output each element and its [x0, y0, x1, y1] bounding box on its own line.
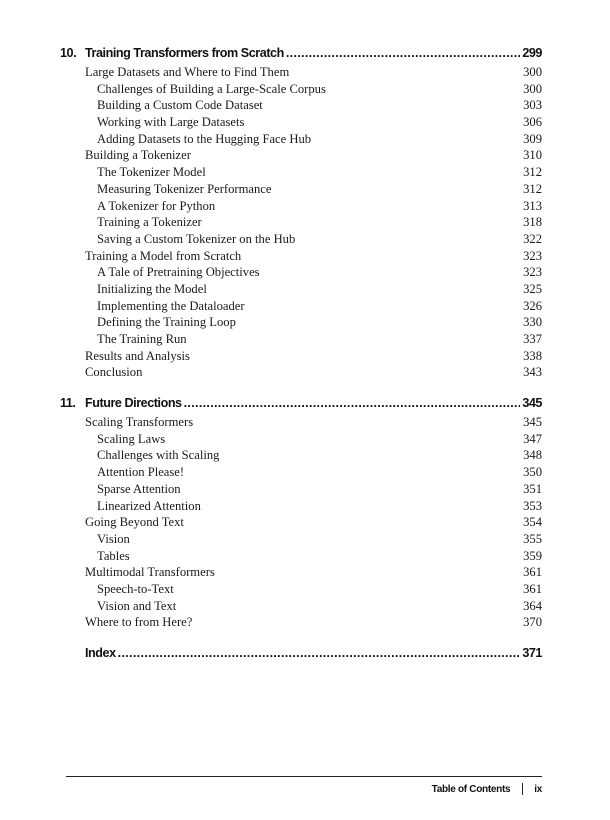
entry-page-number: 343	[523, 365, 542, 380]
entry-page-number: 318	[523, 215, 542, 230]
entry-page-number: 355	[523, 531, 542, 546]
entry-title: Results and Analysis	[85, 348, 190, 363]
section-gap	[60, 382, 542, 396]
page-footer	[432, 783, 542, 795]
entry-page-number: 353	[523, 498, 542, 513]
entry-page-number: 364	[523, 598, 542, 613]
entry-page-number: 337	[523, 332, 542, 346]
toc-subsection-entry[interactable]	[60, 132, 542, 149]
entry-page-number: 361	[523, 565, 542, 580]
index-heading[interactable]	[60, 646, 542, 665]
toc-section-entry[interactable]	[60, 615, 542, 632]
entry-title: Conclusion	[85, 365, 143, 380]
entry-page-number: 310	[523, 148, 542, 163]
toc-subsection-entry[interactable]	[60, 432, 542, 449]
entry-title: Defining the Training Loop	[97, 315, 236, 330]
entry-title: Attention Please!	[97, 465, 185, 480]
entry-title: Where to from Here?	[85, 615, 193, 630]
dot-leader	[286, 46, 520, 60]
entry-page-number: 312	[523, 165, 542, 180]
entry-title: Saving a Custom Tokenizer on the Hub	[97, 231, 296, 246]
toc-subsection-entry[interactable]	[60, 315, 542, 332]
toc-section-entry[interactable]	[60, 365, 542, 382]
index-title: Index	[85, 646, 116, 660]
chapter-page-number: 299	[522, 46, 542, 60]
toc-subsection-entry[interactable]	[60, 465, 542, 482]
entry-title: Building a Custom Code Dataset	[97, 98, 263, 113]
toc-subsection-entry[interactable]	[60, 332, 542, 349]
toc-subsection-entry[interactable]	[60, 182, 542, 199]
entry-page-number: 325	[523, 281, 542, 296]
entry-page-number: 312	[523, 181, 542, 196]
entry-title: Scaling Transformers	[85, 415, 194, 430]
dot-leader	[184, 396, 521, 410]
chapter-11-entries	[60, 415, 542, 632]
entry-title: Linearized Attention	[97, 498, 201, 513]
entry-page-number: 350	[523, 465, 542, 480]
toc-subsection-entry[interactable]	[60, 98, 542, 115]
entry-page-number: 300	[523, 81, 542, 96]
entry-title: The Training Run	[97, 332, 187, 346]
footer-rule	[66, 776, 542, 777]
chapter-10-entries	[60, 65, 542, 382]
toc-section-entry[interactable]	[60, 565, 542, 582]
entry-page-number: 370	[523, 615, 542, 630]
toc-section-entry[interactable]	[60, 415, 542, 432]
index-page-number: 371	[522, 646, 542, 660]
toc-subsection-entry[interactable]	[60, 582, 542, 599]
toc-subsection-entry[interactable]	[60, 282, 542, 299]
entry-title: Initializing the Model	[97, 281, 207, 296]
entry-page-number: 323	[523, 265, 542, 280]
toc-subsection-entry[interactable]	[60, 82, 542, 99]
table-of-contents	[60, 46, 542, 665]
chapter-number: 10.	[60, 46, 77, 60]
entry-title: Working with Large Datasets	[97, 115, 245, 130]
entry-page-number: 338	[523, 348, 542, 363]
entry-title: Building a Tokenizer	[85, 148, 191, 163]
dot-leader	[118, 646, 521, 660]
entry-title: Challenges of Building a Large-Scale Corpus	[97, 81, 326, 96]
entry-page-number: 347	[523, 431, 542, 446]
chapter-page-number: 345	[522, 396, 542, 411]
section-gap	[60, 632, 542, 646]
footer-label: Table of Contents	[431, 783, 511, 795]
entry-title: Tables	[97, 548, 130, 563]
entry-page-number: 326	[523, 298, 542, 313]
toc-subsection-entry[interactable]	[60, 232, 542, 249]
toc-section-entry[interactable]	[60, 65, 542, 82]
entry-page-number: 322	[523, 231, 542, 246]
entry-title: Adding Datasets to the Hugging Face Hub	[97, 131, 312, 146]
entry-page-number: 348	[523, 448, 542, 463]
chapter-title: Training Transformers from Scratch	[85, 46, 284, 60]
entry-page-number: 323	[523, 248, 542, 263]
entry-title: Challenges with Scaling	[97, 448, 220, 463]
entry-title: Training a Tokenizer	[97, 215, 202, 230]
entry-page-number: 309	[523, 131, 542, 146]
toc-subsection-entry[interactable]	[60, 599, 542, 616]
toc-section-entry[interactable]	[60, 349, 542, 366]
entry-page-number: 351	[523, 481, 542, 496]
toc-subsection-entry[interactable]	[60, 265, 542, 282]
toc-subsection-entry[interactable]	[60, 115, 542, 132]
entry-title: Training a Model from Scratch	[85, 248, 242, 263]
chapter-number: 11.	[60, 396, 76, 411]
footer-separator	[522, 783, 523, 795]
entry-title: Multimodal Transformers	[85, 565, 215, 580]
entry-title: A Tale of Pretraining Objectives	[97, 265, 260, 280]
entry-title: Going Beyond Text	[85, 515, 184, 530]
entry-page-number: 359	[523, 548, 542, 563]
entry-page-number: 361	[523, 581, 542, 596]
toc-subsection-entry[interactable]	[60, 482, 542, 499]
entry-title: Vision	[97, 531, 130, 546]
toc-subsection-entry[interactable]	[60, 215, 542, 232]
chapter-11-heading[interactable]	[60, 396, 542, 415]
toc-subsection-entry[interactable]	[60, 499, 542, 516]
entry-page-number: 303	[523, 98, 542, 113]
entry-page-number: 354	[523, 515, 542, 530]
entry-page-number: 306	[523, 115, 542, 130]
entry-page-number: 313	[523, 198, 542, 213]
toc-subsection-entry[interactable]	[60, 549, 542, 566]
toc-subsection-entry[interactable]	[60, 299, 542, 316]
footer-page-numeral: ix	[534, 783, 542, 795]
toc-subsection-entry[interactable]	[60, 448, 542, 465]
chapter-title: Future Directions	[85, 396, 182, 411]
entry-title: A Tokenizer for Python	[97, 198, 216, 213]
entry-page-number: 330	[523, 315, 542, 330]
entry-title: Scaling Laws	[97, 431, 166, 446]
entry-title: Vision and Text	[97, 598, 177, 613]
toc-section-entry[interactable]	[60, 148, 542, 165]
entry-title: Measuring Tokenizer Performance	[97, 181, 272, 196]
chapter-10-heading[interactable]	[60, 46, 542, 65]
entry-page-number: 300	[523, 65, 542, 79]
entry-page-number: 345	[523, 415, 542, 430]
toc-subsection-entry[interactable]	[60, 199, 542, 216]
entry-title: Speech-to-Text	[97, 581, 174, 596]
entry-title: Sparse Attention	[97, 481, 181, 496]
toc-subsection-entry[interactable]	[60, 165, 542, 182]
entry-title: Implementing the Dataloader	[97, 298, 245, 313]
toc-section-entry[interactable]	[60, 249, 542, 266]
toc-section-entry[interactable]	[60, 515, 542, 532]
entry-title: The Tokenizer Model	[97, 165, 206, 180]
entry-title: Large Datasets and Where to Find Them	[85, 65, 290, 79]
toc-subsection-entry[interactable]	[60, 532, 542, 549]
